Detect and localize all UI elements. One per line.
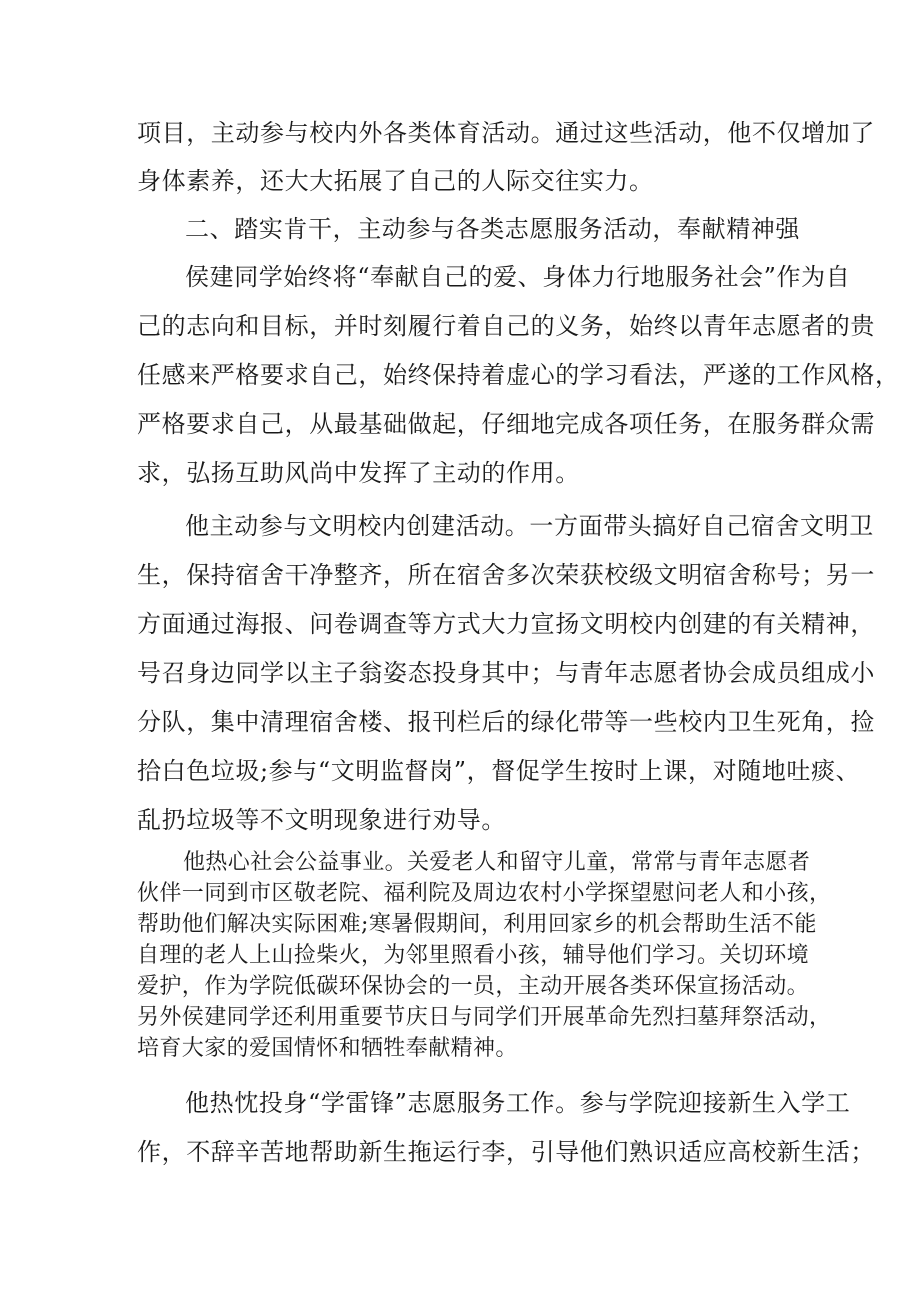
text-line: 侯建同学始终将“奉献自己的爱、身体力行地服务社会”作为自 bbox=[185, 263, 851, 291]
text-line: 项目，主动参与校内外各类体育活动。通过这些活动，他不仅增加了 bbox=[137, 119, 875, 147]
text-line: 另外侯建同学还利用重要节庆日与同学们开展革命先烈扫墓拜祭活动， bbox=[137, 1005, 832, 1030]
text-line: 他主动参与文明校内创建活动。一方面带头搞好自己宿舍文明卫 bbox=[185, 512, 874, 540]
text-line: 任感来严格要求自己，始终保持着虚心的学习看法，严遂的工作风格， bbox=[137, 361, 900, 389]
text-line: 拾白色垃圾;参与“文明监督岗”，督促学生按时上课，对随地吐痰、 bbox=[137, 757, 861, 785]
text-line: 他热忱投身“学雷锋”志愿服务工作。参与学院迎接新生入学工 bbox=[185, 1089, 851, 1117]
text-line: 方面通过海报、问卷调查等方式大力宣扬文明校内创建的有关精神， bbox=[137, 610, 875, 638]
text-line: 爱护，作为学院低碳环保协会的一员，主动开展各类环保宣扬活动。 bbox=[137, 974, 810, 999]
text-line: 分队，集中清理宿舍楼、报刊栏后的绿化带等一些校内卫生死角，捡 bbox=[137, 708, 875, 736]
text-line: 严格要求自己，从最基础做起，仔细地完成各项任务，在服务群众需 bbox=[137, 410, 875, 438]
text-line: 乱扔垃圾等不文明现象进行劝导。 bbox=[137, 806, 506, 834]
text-line: 求，弘扬互助风尚中发挥了主动的作用。 bbox=[137, 459, 580, 487]
text-line: 身体素养，还大大拓展了自己的人际交往实力。 bbox=[137, 167, 654, 195]
text-line: 作，不辞辛苦地帮助新生拖运行李，引导他们熟识适应高校新生活； bbox=[137, 1138, 875, 1166]
text-line: 生，保持宿舍干净整齐，所在宿舍多次荣获校级文明宿舍称号；另一 bbox=[137, 561, 875, 589]
text-line: 他热心社会公益事业。关爱老人和留守儿童，常常与青年志愿者 bbox=[183, 850, 811, 875]
text-line: 帮助他们解决实际困难;寒暑假期间，利用回家乡的机会帮助生活不能 bbox=[137, 912, 817, 937]
text-line: 己的志向和目标，并时刻履行着自己的义务，始终以青年志愿者的贵 bbox=[137, 312, 875, 340]
section-heading: 二、踏实肯干，主动参与各类志愿服务活动，奉献精神强 bbox=[185, 215, 800, 243]
text-line: 自理的老人上山捡柴火，为邻里照看小孩，辅导他们学习。关切环境 bbox=[137, 943, 810, 968]
text-line: 伙伴一同到市区敬老院、福利院及周边农村小学探望慰问老人和小孩， bbox=[137, 881, 832, 906]
text-line: 号召身边同学以主子翁姿态投身其中；与青年志愿者协会成员组成小 bbox=[137, 659, 875, 687]
text-line: 培育大家的爱国情怀和牺牲奉献精神。 bbox=[137, 1036, 518, 1061]
